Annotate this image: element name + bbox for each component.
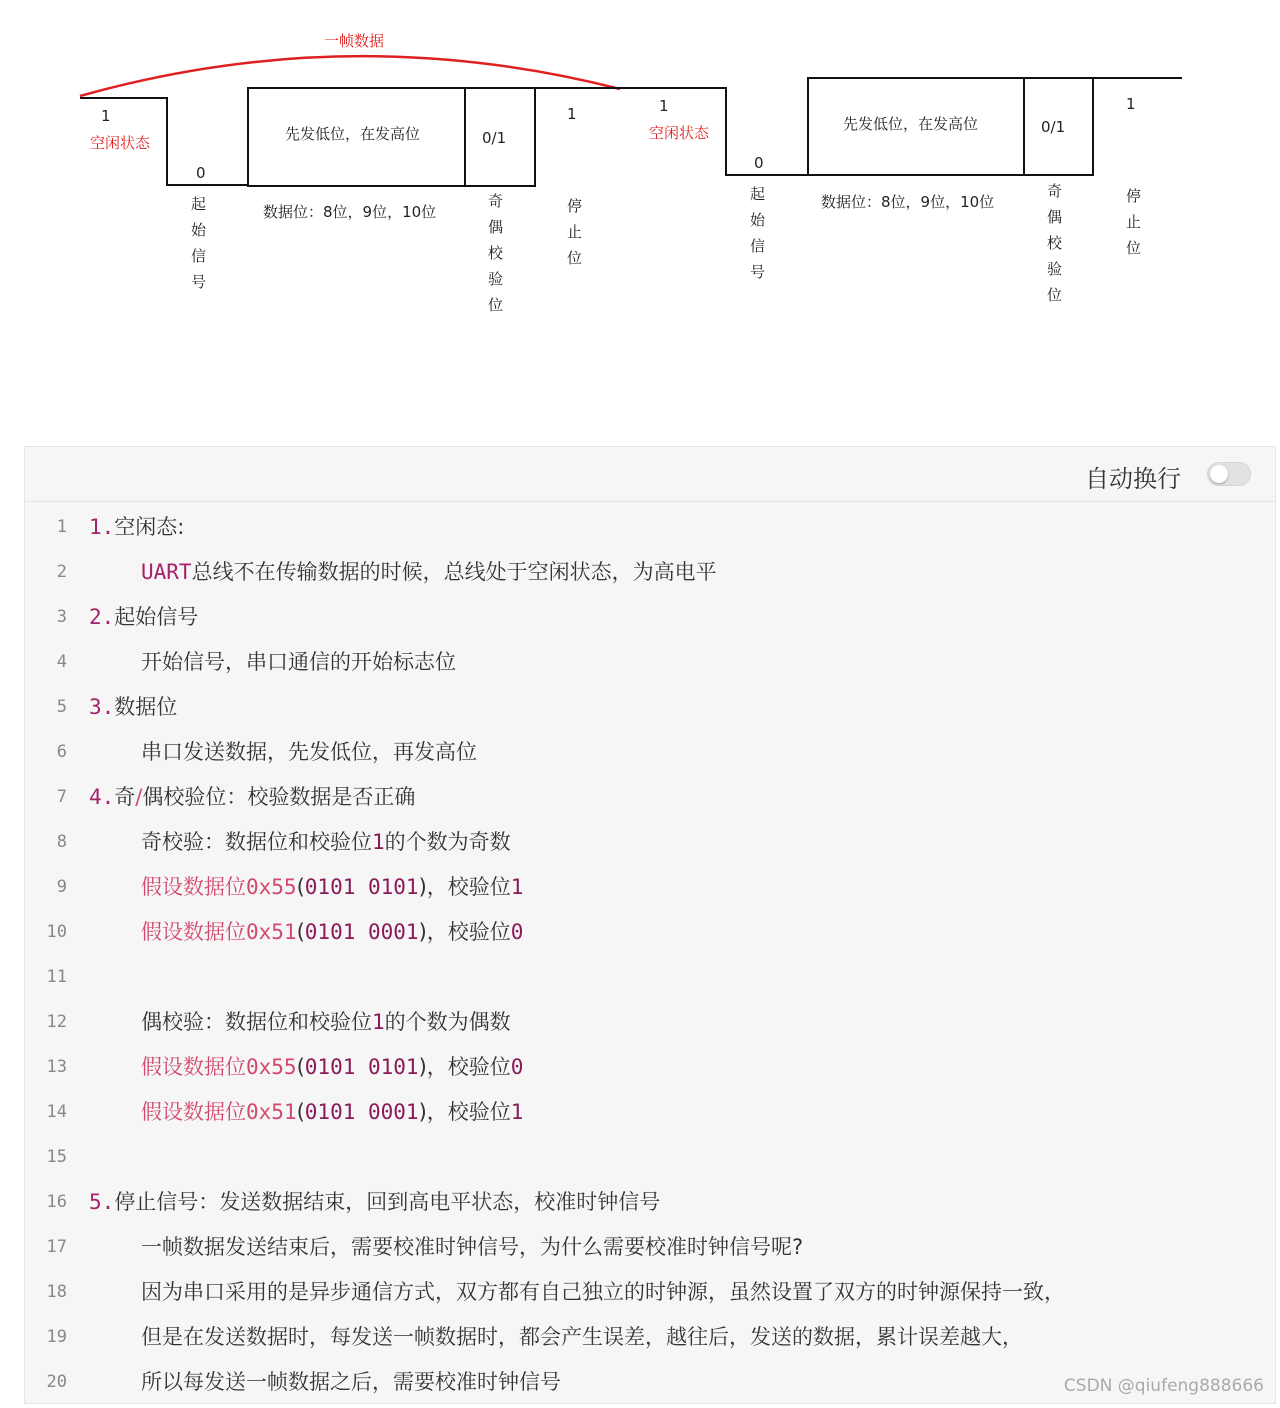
stop-char: 止 — [1126, 213, 1142, 231]
parity-char: 奇 — [1047, 182, 1063, 200]
data-box-text-1: 先发低位，在发高位 — [285, 125, 421, 143]
code-token: 假设数据位 — [141, 875, 246, 899]
code-line — [25, 998, 1275, 1043]
start-low-value-2: 0 — [754, 154, 764, 172]
start-signal-label-2 — [750, 185, 766, 281]
code-text — [89, 556, 717, 586]
frame-label: 一帧数据 — [324, 32, 385, 50]
line-number: 18 — [46, 1282, 67, 1302]
code-text — [89, 1321, 1023, 1351]
code-line — [25, 818, 1275, 863]
line-number: 12 — [46, 1012, 67, 1032]
toggle-knob — [1210, 465, 1228, 483]
stop-high-value-2: 1 — [1126, 95, 1136, 113]
stop-high-line-2 — [1093, 78, 1182, 175]
code-line — [25, 863, 1275, 908]
parity-label-1 — [488, 192, 504, 314]
code-token: 0101 0001 — [304, 920, 419, 944]
start-signal-label-1 — [191, 195, 207, 291]
code-line — [25, 593, 1275, 638]
code-line — [25, 1268, 1275, 1313]
code-token: 3. — [89, 695, 115, 719]
parity-char: 偶 — [1047, 208, 1063, 226]
stop-char: 停 — [567, 197, 583, 215]
idle-high-value-1: 1 — [101, 107, 111, 125]
code-line — [25, 1088, 1275, 1133]
line-number: 14 — [46, 1102, 67, 1122]
parity-label-2 — [1047, 182, 1063, 304]
code-token: ) — [418, 920, 427, 944]
code-token: 0 — [510, 1055, 524, 1079]
parity-box-text-1: 0/1 — [482, 129, 507, 147]
idle-state-label-1: 空闲状态 — [90, 134, 151, 152]
code-token: 假设数据位 — [141, 1055, 246, 1079]
start-signal-char: 信 — [750, 237, 766, 255]
code-line — [25, 1043, 1275, 1088]
code-text — [89, 1231, 803, 1261]
data-box-text-2: 先发低位，在发高位 — [843, 115, 979, 133]
line-number: 2 — [56, 562, 67, 582]
code-block — [24, 446, 1276, 1404]
parity-char: 偶 — [488, 218, 504, 236]
code-text — [89, 916, 523, 946]
code-line — [25, 638, 1275, 683]
stop-label-2 — [1126, 187, 1141, 257]
code-token: 停止信号：发送数据结束，回到高电平状态，校准时钟信号 — [114, 1190, 661, 1214]
code-token: 2. — [89, 605, 115, 629]
code-text — [89, 736, 477, 766]
code-token: 1 — [372, 1010, 385, 1034]
code-token: ( — [296, 1055, 305, 1079]
code-line — [25, 503, 1275, 548]
line-number: 16 — [46, 1192, 67, 1212]
line-number: 11 — [46, 967, 67, 987]
code-token: 假设数据位 — [141, 920, 246, 944]
line-number: 10 — [46, 922, 67, 942]
code-token: ，校验位 — [426, 875, 511, 899]
code-text — [89, 601, 198, 631]
code-token: 1 — [510, 875, 524, 899]
stop-char: 止 — [567, 223, 583, 241]
line-number: 13 — [46, 1057, 67, 1077]
code-text — [89, 511, 184, 541]
code-text — [89, 871, 523, 901]
frame-arc — [80, 56, 620, 96]
watermark: CSDN @qiufeng888666 — [1063, 1376, 1264, 1396]
code-token: ( — [296, 875, 305, 899]
start-signal-char: 起 — [191, 195, 207, 213]
auto-wrap-toggle[interactable] — [1207, 462, 1251, 486]
code-line — [25, 773, 1275, 818]
code-line — [25, 683, 1275, 728]
code-block-header — [25, 447, 1275, 502]
code-token: 1 — [372, 830, 385, 854]
data-bits-caption-2: 数据位：8位，9位，10位 — [821, 193, 995, 211]
line-number: 9 — [56, 877, 67, 897]
code-token: 总线不在传输数据的时候，总线处于空闲状态，为高电平 — [191, 560, 717, 584]
code-token: 所以每发送一帧数据之后，需要校准时钟信号 — [141, 1370, 561, 1394]
code-token: / — [135, 785, 143, 809]
code-text — [89, 1366, 561, 1396]
code-text — [89, 781, 415, 811]
code-token: 0x51 — [246, 920, 297, 944]
line-number: 17 — [46, 1237, 67, 1257]
line-number: 8 — [56, 832, 67, 852]
code-token: ，校验位 — [426, 920, 511, 944]
uart-frame-diagram — [0, 0, 1280, 430]
code-token: 的个数为偶数 — [384, 1010, 511, 1034]
code-token: 起始信号 — [114, 605, 199, 629]
parity-char: 验 — [1047, 260, 1063, 278]
code-token: 奇 — [114, 785, 136, 809]
code-token: 开始信号，串口通信的开始标志位 — [141, 650, 456, 674]
start-signal-char: 起 — [750, 185, 766, 203]
auto-wrap-label: 自动换行 — [1085, 465, 1181, 493]
start-low-value-1: 0 — [196, 164, 206, 182]
code-line — [25, 1223, 1275, 1268]
parity-char: 奇 — [488, 192, 504, 210]
code-lines — [25, 503, 1275, 1403]
start-signal-char: 号 — [191, 273, 207, 291]
code-token: 0x51 — [246, 1100, 297, 1124]
code-token: 1 — [510, 1100, 524, 1124]
idle-high-value-2: 1 — [659, 97, 669, 115]
code-token: 奇校验：数据位和校验位 — [141, 830, 372, 854]
code-token: 的个数为奇数 — [384, 830, 511, 854]
code-text — [89, 1096, 523, 1126]
line-number: 19 — [46, 1327, 67, 1347]
code-token: 但是在发送数据时，每发送一帧数据时，都会产生误差，越往后，发送的数据，累计误差越大， — [141, 1325, 1023, 1349]
stop-high-line-1 — [535, 88, 620, 186]
stop-label-1 — [567, 197, 582, 267]
code-token: 0101 0001 — [304, 1100, 419, 1124]
start-signal-char: 信 — [191, 247, 207, 265]
parity-char: 校 — [488, 244, 504, 262]
code-token: 0101 0101 — [304, 1055, 419, 1079]
code-token: 偶校验：数据位和校验位 — [141, 1010, 372, 1034]
code-token: UART — [141, 560, 192, 584]
code-token: 0 — [510, 920, 524, 944]
code-line — [25, 1133, 1275, 1178]
code-text — [89, 1276, 1065, 1306]
code-token: 一帧数据发送结束后，需要校准时钟信号，为什么需要校准时钟信号呢? — [141, 1235, 804, 1259]
code-token: ( — [296, 1100, 305, 1124]
code-text — [89, 826, 511, 856]
line-number: 15 — [46, 1147, 67, 1167]
code-line — [25, 728, 1275, 773]
code-token: ，校验位 — [426, 1055, 511, 1079]
code-token: 空闲态: — [114, 515, 185, 539]
start-signal-char: 始 — [750, 211, 766, 229]
code-token: ) — [418, 1055, 427, 1079]
line-number: 1 — [56, 517, 67, 537]
code-line — [25, 1178, 1275, 1223]
code-token: 0x55 — [246, 1055, 297, 1079]
start-signal-char: 号 — [750, 263, 766, 281]
code-text — [89, 1186, 660, 1216]
line-number: 4 — [56, 652, 67, 672]
code-token: 数据位 — [114, 695, 178, 719]
stop-char: 位 — [567, 249, 583, 267]
code-text — [89, 1051, 523, 1081]
code-text — [89, 1006, 511, 1036]
code-text — [89, 691, 177, 721]
code-token: 0x55 — [246, 875, 297, 899]
code-token: ，校验位 — [426, 1100, 511, 1124]
code-token: 5. — [89, 1190, 115, 1214]
code-token: ) — [418, 875, 427, 899]
code-token: 假设数据位 — [141, 1100, 246, 1124]
code-token: 4. — [89, 785, 115, 809]
code-line — [25, 548, 1275, 593]
parity-char: 校 — [1047, 234, 1063, 252]
line-number: 6 — [56, 742, 67, 762]
code-line — [25, 1313, 1275, 1358]
code-line — [25, 908, 1275, 953]
parity-char: 验 — [488, 270, 504, 288]
idle-state-label-2: 空闲状态 — [649, 124, 710, 142]
code-token: 串口发送数据，先发低位，再发高位 — [141, 740, 477, 764]
code-line — [25, 953, 1275, 998]
line-number: 20 — [46, 1372, 67, 1392]
start-signal-char: 始 — [191, 221, 207, 239]
code-token: 0101 0101 — [304, 875, 419, 899]
stop-char: 位 — [1126, 239, 1142, 257]
line-number: 7 — [56, 787, 67, 807]
code-token: 因为串口采用的是异步通信方式，双方都有自己独立的时钟源，虽然设置了双方的时钟源保持一致， — [141, 1280, 1065, 1304]
parity-char: 位 — [1047, 286, 1063, 304]
code-token: ( — [296, 920, 305, 944]
line-number: 5 — [56, 697, 67, 717]
data-bits-caption-1: 数据位：8位，9位，10位 — [263, 203, 437, 221]
code-token: 1. — [89, 515, 115, 539]
parity-char: 位 — [488, 296, 504, 314]
stop-high-value-1: 1 — [567, 105, 577, 123]
code-token: 偶校验位：校验数据是否正确 — [142, 785, 416, 809]
code-token: ) — [418, 1100, 427, 1124]
code-text — [89, 646, 456, 676]
line-number: 3 — [56, 607, 67, 627]
parity-box-text-2: 0/1 — [1041, 118, 1066, 136]
stop-char: 停 — [1126, 187, 1142, 205]
